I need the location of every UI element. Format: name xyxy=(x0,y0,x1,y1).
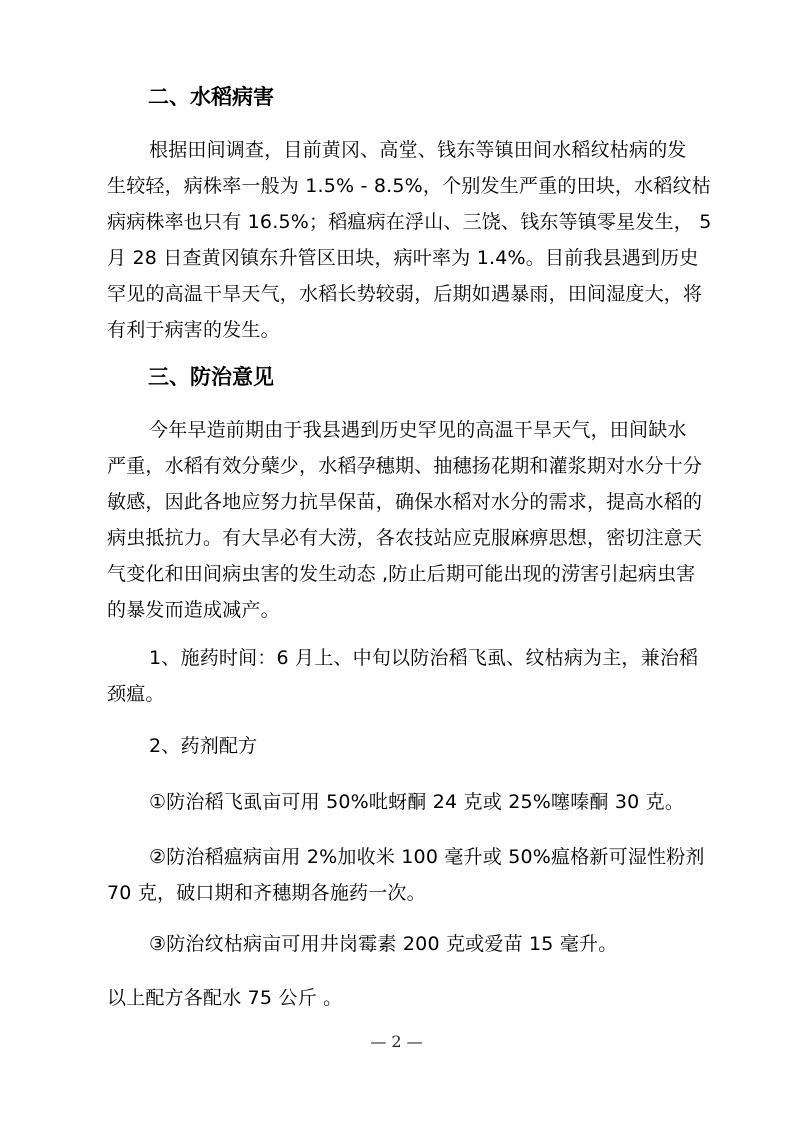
text-line: 敏感，因此各地应努力抗旱保苗，确保水稻对水分的需求，提高水稻的 xyxy=(107,491,703,513)
item-heading-formulation: 2、药剂配方 xyxy=(149,735,258,757)
text-line: 病病株率也只有 16.5%；稻瘟病在浮山、三饶、钱东等镇零星发生， 5 xyxy=(107,211,712,233)
text-line: 今年早造前期由于我县遇到历史罕见的高温干旱天气，田间缺水 xyxy=(149,419,687,441)
section-heading-prevention-advice: 三、防治意见 xyxy=(148,365,274,389)
text-line: 严重，水稻有效分蘖少，水稻孕穗期、抽穗扬花期和灌浆期对水分十分 xyxy=(107,455,703,477)
text-line: 生较轻，病株率一般为 1.5% - 8.5%，个别发生严重的田块，水稻纹枯 xyxy=(107,175,711,197)
text-line: ②防治稻瘟病亩用 2%加收米 100 毫升或 50%瘟格新可湿性粉剂 xyxy=(149,846,705,868)
text-line: 颈瘟。 xyxy=(107,683,165,705)
text-line: 70 克，破口期和齐穗期各施药一次。 xyxy=(107,882,426,904)
section-heading-rice-diseases: 二、水稻病害 xyxy=(148,85,274,109)
text-line: 气变化和田间病虫害的发生动态 ,防止后期可能出现的涝害引起病虫害 xyxy=(107,563,696,585)
recipe-planthopper: ①防治稻飞虱亩可用 50%吡蚜酮 24 克或 25%噻嗪酮 30 克。 xyxy=(149,791,685,813)
text-line: 1、施药时间：6 月上、中旬以防治稻飞虱、纹枯病为主，兼治稻 xyxy=(149,647,699,669)
text-line: 的暴发而造成减产。 xyxy=(107,599,280,621)
paragraph-rice-diseases xyxy=(107,132,721,348)
text-line: 月 28 日查黄冈镇东升管区田块，病叶率为 1.4%。目前我县遇到历史 xyxy=(107,247,699,269)
page-number: — 2 — xyxy=(370,1032,423,1051)
text-line: 病虫抵抗力。有大旱必有大涝，各农技站应克服麻痹思想，密切注意天 xyxy=(107,527,703,549)
paragraph-prevention-advice xyxy=(107,412,721,628)
paragraph-application-time xyxy=(107,640,721,712)
text-line: 罕见的高温干旱天气，水稻长势较弱，后期如遇暴雨，田间湿度大，将 xyxy=(107,283,703,305)
text-line: 根据田间调查，目前黄冈、高堂、钱东等镇田间水稻纹枯病的发 xyxy=(149,139,687,161)
text-line: 有利于病害的发生。 xyxy=(107,319,280,341)
note-water-ratio: 以上配方各配水 75 公斤 。 xyxy=(107,987,343,1009)
recipe-rice-blast xyxy=(107,839,721,911)
recipe-sheath-blight: ③防治纹枯病亩可用井岗霉素 200 克或爱苗 15 毫升。 xyxy=(149,933,618,955)
